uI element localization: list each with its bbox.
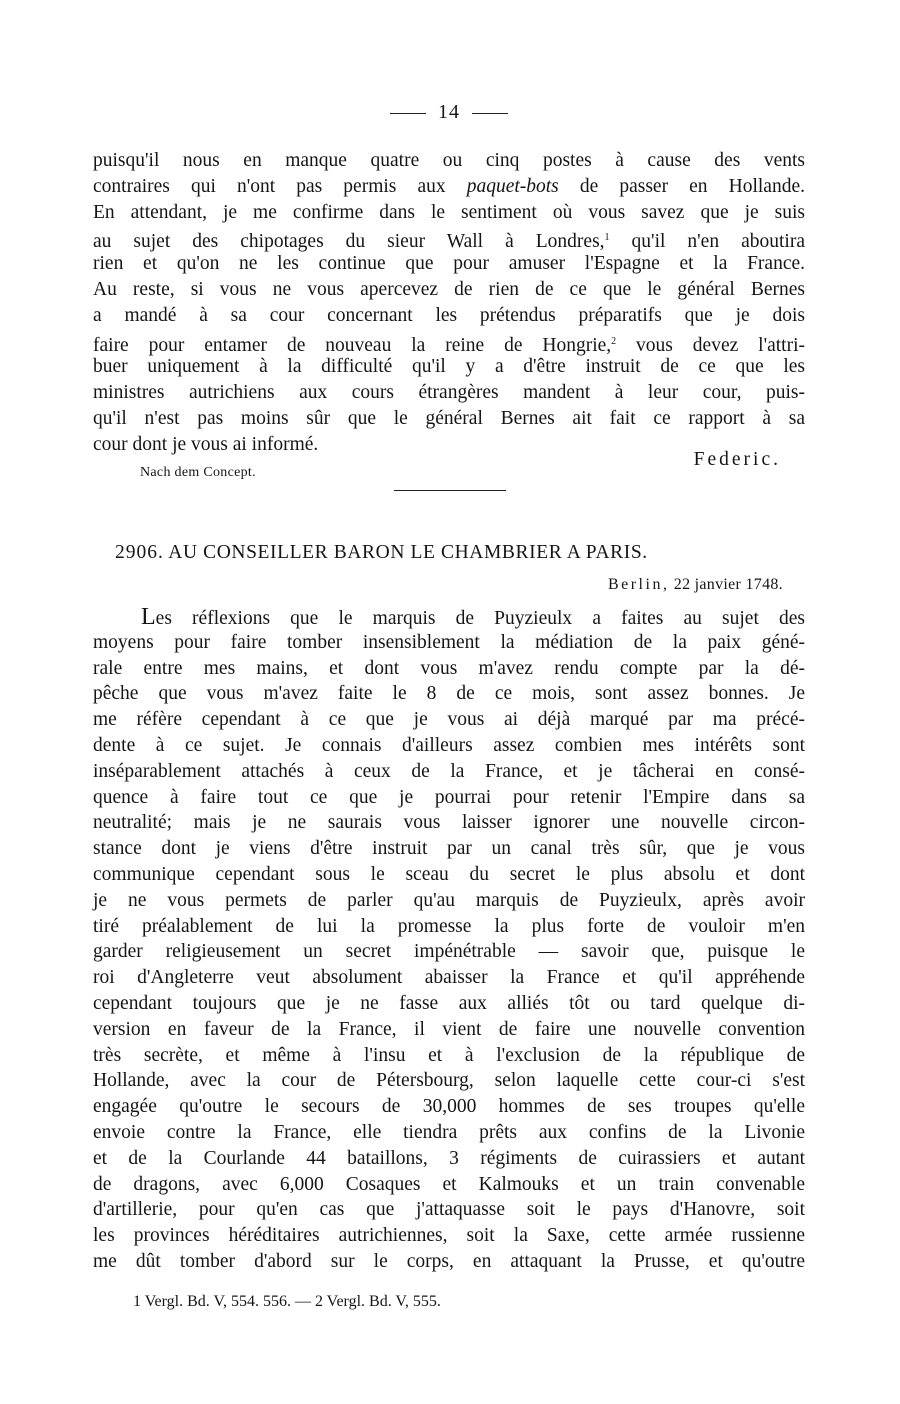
body-line: rale entre mes mains, et dont vous m'avez rendu compte par la dé- xyxy=(93,657,805,679)
dateline xyxy=(608,576,783,594)
body-line: tiré préalablement de lui la promesse la plus forte de vouloir m'en xyxy=(93,915,805,937)
body-line: communique cependant sous le sceau du secret le plus absolu et dont xyxy=(93,864,805,885)
dateline-place: Berlin, xyxy=(607,576,670,593)
section-separator xyxy=(394,490,506,491)
body-line: stance dont je viens d'être instruit par un canal très sûr, que je vous xyxy=(93,838,805,860)
continuation-line: qu'il n'est pas moins sûr que le général Bernes ait fait ce rapport à sa xyxy=(93,408,805,429)
letter-heading xyxy=(115,542,648,564)
body-line: roi d'Angleterre veut absolument abaisser la France et qu'il appréhende xyxy=(93,967,805,989)
signature: Federic. xyxy=(693,449,781,470)
header-rule-right xyxy=(472,113,508,114)
continuation-line: cour dont je vous ai informé. xyxy=(93,433,319,455)
body-line: moyens pour faire tomber insensiblement la médiation de la paix géné- xyxy=(93,631,805,653)
continuation-line: En attendant, je me confirme dans le sentiment où vous savez que je suis xyxy=(93,201,805,223)
source-note: Nach dem Concept. xyxy=(140,465,256,480)
page-header xyxy=(93,101,805,124)
body-line: cependant toujours que je ne fasse aux alliés tôt ou tard quelque di- xyxy=(93,993,805,1014)
continuation-line: au sujet des chipotages du sieur Wall à Londres,$^1$ qu'il n'en aboutira xyxy=(93,231,805,253)
continuation-line: puisqu'il nous en manque quatre ou cinq postes à cause des vents xyxy=(93,150,805,171)
letter-number: 2906. xyxy=(115,542,164,563)
body-line: et de la Courlande 44 bataillons, 3 régiments de cuirassiers et autant xyxy=(93,1147,805,1169)
letter-title: AU CONSEILLER BARON LE CHAMBRIER A PARIS. xyxy=(168,542,648,563)
body-line: neutralité; mais je ne saurais vous laisser ignorer une nouvelle circon- xyxy=(93,812,805,834)
continuation-line: ministres autrichiens aux cours étrangères mandent à leur cour, puis- xyxy=(93,382,805,404)
body-line: je ne vous permets de parler qu'au marquis de Puyzieulx, après avoir xyxy=(93,889,805,911)
body-line: me dût tomber d'abord sur le corps, en attaquant la Prusse, et qu'outre xyxy=(93,1251,805,1272)
body-line: garder religieusement un secret impénétrable — savoir que, puisque le xyxy=(93,941,805,963)
body-line: dente à ce sujet. Je connais d'ailleurs assez combien mes intérêts sont xyxy=(93,735,805,756)
body-line: les provinces héréditaires autrichiennes, soit la Saxe, cette armée russienne xyxy=(93,1225,805,1247)
continuation-line: faire pour entamer de nouveau la reine de Hongrie,$^2$ vous devez l'attri- xyxy=(93,334,805,356)
page-number: 14 xyxy=(438,101,460,123)
continuation-line: buer uniquement à la difficulté qu'il y a d'être instruit de ce que les xyxy=(93,356,805,378)
header-rule-left xyxy=(390,113,426,114)
body-line: me réfère cependant à ce que je vous ai déjà marqué par ma précé- xyxy=(93,709,805,731)
body-line: Hollande, avec la cour de Pétersbourg, selon laquelle cette cour-ci s'est xyxy=(93,1070,805,1092)
body-line: inséparablement attachés à ceux de la France, et je tâcherai en consé- xyxy=(93,760,805,782)
body-line: envoie contre la France, elle tiendra prêts aux confins de la Livonie xyxy=(93,1122,805,1143)
continuation-line: a mandé à sa cour concernant les prétendus préparatifs que je dois xyxy=(93,304,805,326)
footnotes: 1 Vergl. Bd. V, 554. 556. — 2 Vergl. Bd. V, 555. xyxy=(133,1293,441,1310)
body-line: d'artillerie, pour qu'en cas que j'attaquasse soit le pays d'Hanovre, soit xyxy=(93,1199,805,1221)
dateline-date: 22 janvier 1748. xyxy=(673,576,783,593)
body-line: version en faveur de la France, il vient de faire une nouvelle convention xyxy=(93,1018,805,1040)
continuation-line: Au reste, si vous ne vous apercevez de rien de ce que le général Bernes xyxy=(93,279,805,300)
body-line: engagée qu'outre le secours de 30,000 hommes de ses troupes qu'elle xyxy=(93,1096,805,1118)
continuation-line: rien et qu'on ne les continue que pour amuser l'Espagne et la France. xyxy=(93,253,805,275)
body-line: de dragons, avec 6,000 Cosaques et Kalmouks et un train convenable xyxy=(93,1173,805,1195)
body-line: très secrète, et même à l'insu et à l'exclusion de la république de xyxy=(93,1044,805,1066)
body-line: Les réflexions que le marquis de Puyzieulx a faites au sujet des xyxy=(141,604,805,630)
body-line: pêche que vous m'avez faite le 8 de ce mois, sont assez bonnes. Je xyxy=(93,683,805,705)
continuation-line: contraires qui n'ont pas permis aux paquet-bots de passer en Hollande. xyxy=(93,175,805,197)
body-line: quence à faire tout ce que je pourrai pour retenir l'Empire dans sa xyxy=(93,786,805,808)
